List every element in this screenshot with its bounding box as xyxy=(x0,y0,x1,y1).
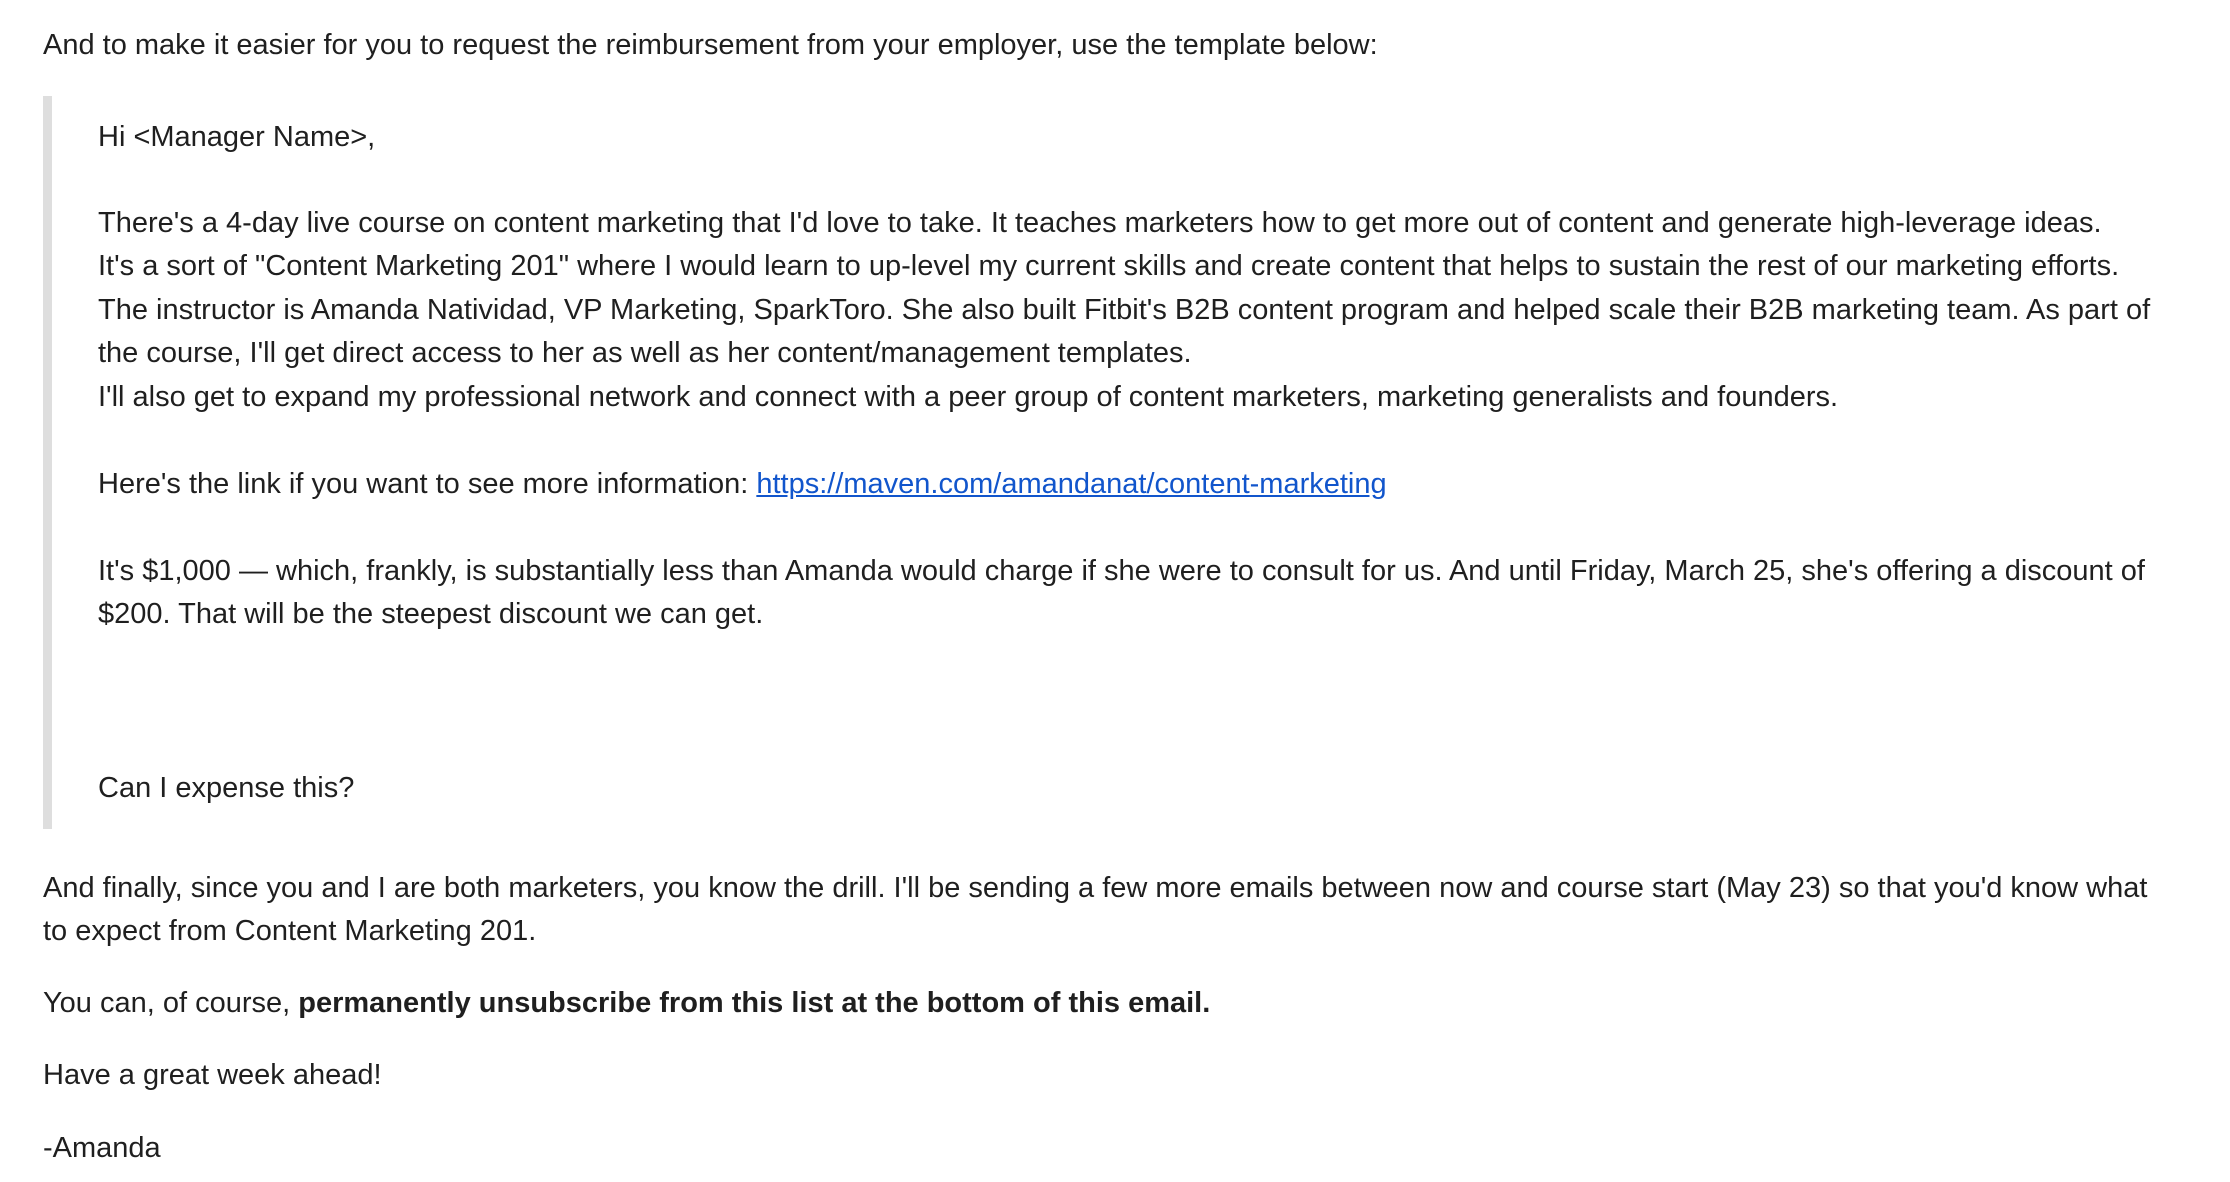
course-link[interactable]: https://maven.com/amandanat/content-marketing xyxy=(756,468,1387,500)
unsubscribe-bold-text: permanently unsubscribe from this list at the bottom of this email. xyxy=(298,987,1211,1019)
template-paragraph-link xyxy=(98,463,2198,506)
template-blockquote xyxy=(43,96,2193,829)
closing-text: Have a great week ahead! xyxy=(43,1059,382,1091)
template-paragraph-price-line-2: $200. That will be the steepest discount we can get. xyxy=(98,598,764,630)
template-paragraph-course-line-2: It's a sort of "Content Marketing 201" where I would learn to up-level my current skills and create content that helps to sustain the rest of our marketing efforts. xyxy=(98,250,2120,282)
finally-line-1: And finally, since you and I are both marketers, you know the drill. I'll be sending a few more emails between now and course start (May 23) so that you'd know what xyxy=(43,872,2148,904)
template-greeting: Hi <Manager Name>, xyxy=(98,121,376,153)
signature: -Amanda xyxy=(43,1132,161,1164)
intro-text: And to make it easier for you to request the reimbursement from your employer, use the template below: xyxy=(43,29,1378,61)
template-link-prefix: Here's the link if you want to see more information: xyxy=(98,468,757,500)
template-ask: Can I expense this? xyxy=(98,772,355,804)
finally-line-2: to expect from Content Marketing 201. xyxy=(43,915,537,947)
template-paragraph-instructor xyxy=(98,289,2198,375)
template-paragraph-price xyxy=(98,550,2198,636)
template-paragraph-course-line-1: There's a 4-day live course on content marketing that I'd love to take. It teaches marketers how to get more out of content and generate high-leverage ideas. xyxy=(98,207,2102,239)
template-paragraph-course xyxy=(98,202,2198,288)
template-paragraph-instructor-line-2: the course, I'll get direct access to her as well as her content/management templates. xyxy=(98,337,1192,369)
unsubscribe-prefix: You can, of course, xyxy=(43,987,299,1019)
unsubscribe-paragraph xyxy=(43,982,2193,1025)
finally-paragraph xyxy=(43,867,2193,953)
template-paragraph-network: I'll also get to expand my professional network and connect with a peer group of content marketers, marketing generalists and founders. xyxy=(98,381,1839,413)
template-paragraph-instructor-line-1: The instructor is Amanda Natividad, VP Marketing, SparkToro. She also built Fitbit's B2B content program and helped scale their B2B marketing team. As part of xyxy=(98,294,2151,326)
template-paragraph-price-line-1: It's $1,000 — which, frankly, is substantially less than Amanda would charge if she were to consult for us. And until Friday, March 25, she's offering a discount of xyxy=(98,555,2145,587)
